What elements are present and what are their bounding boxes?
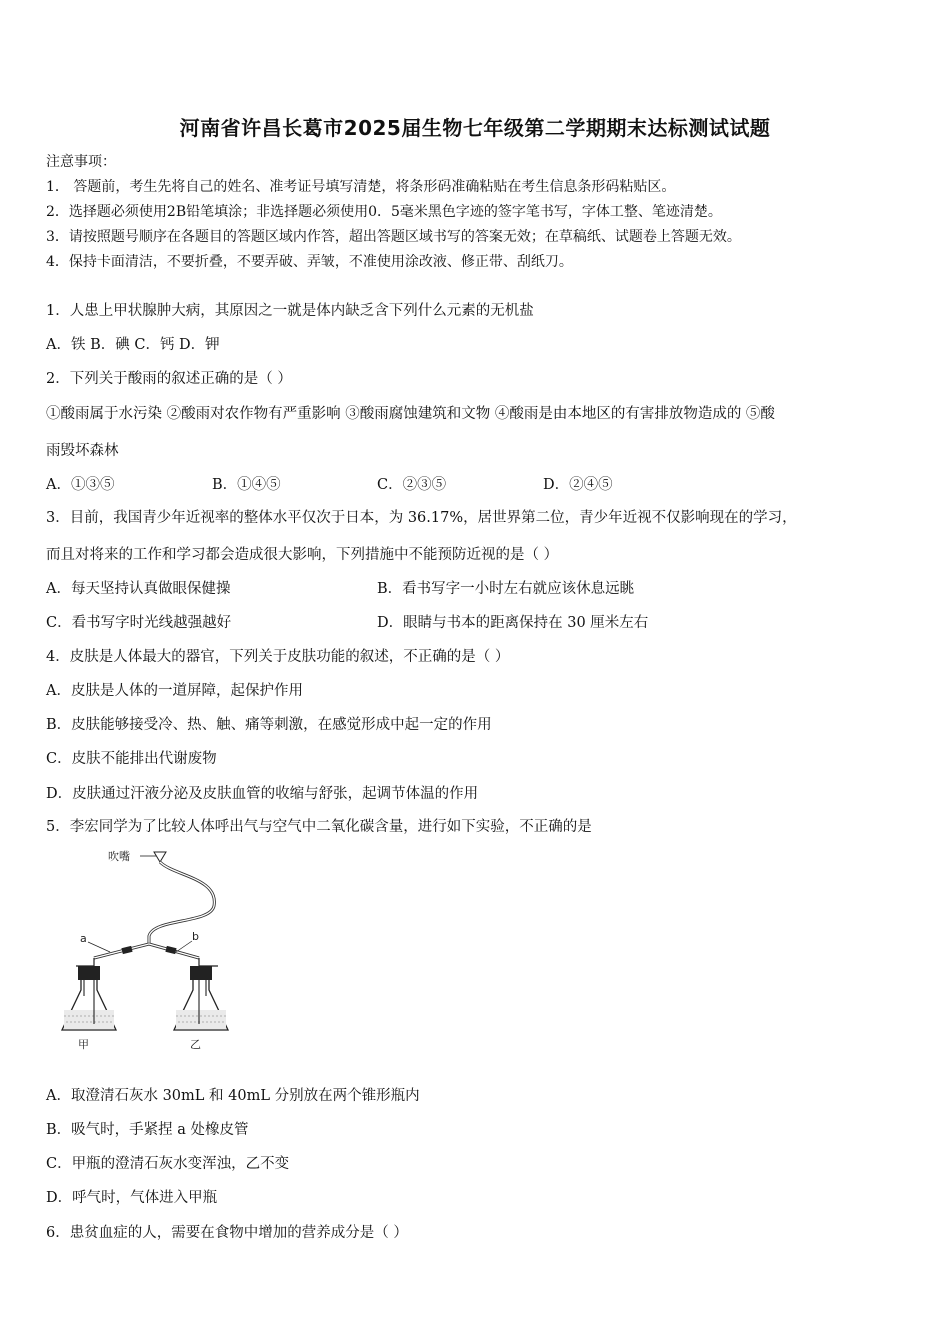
q2-option-c: C．②③⑤ [377, 477, 447, 493]
mouthpiece-label: 吹嘴 [108, 850, 130, 863]
rubber-tube [149, 862, 214, 944]
notice-item-4: 4．保持卡面清洁，不要折叠，不要弄破、弄皱，不准使用涂改液、修正带、刮纸刀。 [46, 254, 573, 270]
notice-heading: 注意事项： [46, 154, 116, 170]
clamp-a [121, 946, 132, 954]
q3-stem: 3．目前，我国青少年近视率的整体水平仅次于日本，为 36.17%，居世界第二位，青少年近视不仅影响现在的学习， [46, 510, 797, 526]
flask-jia [62, 958, 116, 1030]
q2-option-a: A．①③⑤ [46, 477, 115, 493]
q1-stem: 1．人患上甲状腺肿大病，其原因之一就是体内缺乏含下列什么元素的无机盐 [46, 303, 534, 319]
q3-option-c: C．看书写字时光线越强越好 [46, 615, 232, 631]
q2-statements-cont: 雨毁坏森林 [46, 443, 119, 459]
q2-stem: 2．下列关于酸雨的叙述正确的是（ ） [46, 371, 292, 387]
q5-stem: 5．李宏同学为了比较人体呼出气与空气中二氧化碳含量，进行如下实验，不正确的是 [46, 819, 592, 835]
q5-option-d: D．呼气时，气体进入甲瓶 [46, 1190, 218, 1206]
q4-stem: 4．皮肤是人体最大的器官，下列关于皮肤功能的叙述，不正确的是（ ） [46, 649, 510, 665]
label-yi: 乙 [190, 1038, 201, 1051]
q3-stem-cont: 而且对将来的工作和学习都会造成很大影响，下列措施中不能预防近视的是（ ） [46, 547, 559, 563]
q2-option-b: B．①④⑤ [212, 477, 281, 493]
q4-option-b: B．皮肤能够接受冷、热、触、痛等刺激，在感觉形成中起一定的作用 [46, 717, 492, 733]
notice-item-2: 2．选择题必须使用2B铅笔填涂；非选择题必须使用0．5毫米黑色字迹的签字笔书写，字体工整、笔迹清楚。 [46, 204, 722, 220]
label-b: b [192, 930, 199, 943]
q3-option-a: A．每天坚持认真做眼保健操 [46, 581, 231, 597]
q4-option-d: D．皮肤通过汗液分泌及皮肤血管的收缩与舒张，起调节体温的作用 [46, 786, 479, 802]
q4-option-c: C．皮肤不能排出代谢废物 [46, 751, 217, 767]
q1-options: A．铁 B．碘 C．钙 D．钾 [46, 337, 220, 353]
notice-item-1: 1． 答题前，考生先将自己的姓名、准考证号填写清楚，将条形码准确粘贴在考生信息条形码粘贴区。 [46, 179, 676, 195]
page-title: 河南省许昌长葛市2025届生物七年级第二学期期末达标测试试题 [179, 116, 771, 140]
q3-option-d: D．眼睛与书本的距离保持在 30 厘米左右 [377, 615, 649, 631]
q2-statements: ①酸雨属于水污染 ②酸雨对农作物有严重影响 ③酸雨腐蚀建筑和文物 ④酸雨是由本地区的有害排放物造成的 ⑤酸 [46, 406, 775, 422]
q5-option-a: A．取澄清石灰水 30mL 和 40mL 分别放在两个锥形瓶内 [46, 1088, 420, 1104]
q4-option-a: A．皮肤是人体的一道屏障，起保护作用 [46, 683, 303, 699]
q6-stem: 6．患贫血症的人，需要在食物中增加的营养成分是（ ） [46, 1225, 408, 1241]
label-a: a [80, 932, 87, 945]
label-jia: 甲 [78, 1038, 89, 1051]
q2-option-d: D．②④⑤ [543, 477, 613, 493]
notice-item-3: 3．请按照题号顺序在各题目的答题区域内作答，超出答题区域书写的答案无效；在草稿纸、试题卷上答题无效。 [46, 229, 741, 245]
q3-option-b: B．看书写字一小时左右就应该休息远眺 [377, 581, 635, 597]
flask-yi [174, 958, 228, 1030]
mouthpiece [154, 852, 166, 862]
q5-experiment-diagram [54, 846, 234, 1056]
q5-option-b: B．吸气时，手紧捏 a 处橡皮管 [46, 1122, 249, 1138]
clamp-b [165, 946, 176, 954]
q5-option-c: C．甲瓶的澄清石灰水变浑浊，乙不变 [46, 1156, 290, 1172]
